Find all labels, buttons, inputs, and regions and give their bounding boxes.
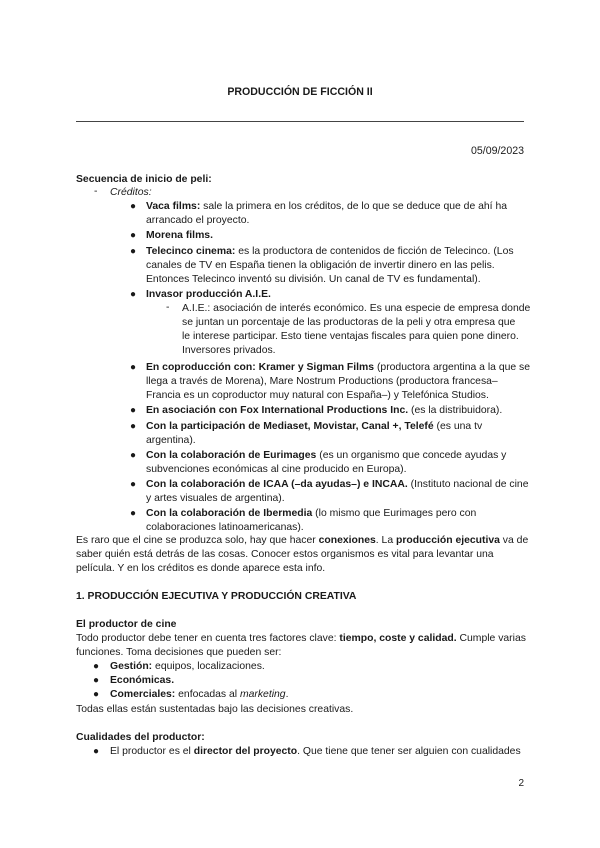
credit-name: Con la colaboración de Eurimages [146,450,317,461]
bullet-icon: ● [130,230,137,241]
bullet-icon: ● [130,479,137,490]
decision-name: Económicas. [110,675,175,686]
credit-name: Morena films. [146,230,213,241]
bullet-icon: ● [130,450,137,461]
credits-label: Créditos: [110,187,152,198]
body-text: Todo productor debe tener en cuenta tres factores clave: [76,633,340,644]
dash-marker: - [94,186,98,197]
credit-desc-cont: y artes visuales de argentina). [146,493,285,504]
para-text: . La [375,535,396,546]
credit-desc: (es la distribuidora). [408,405,503,416]
sub-note: le interese participar. Esto tiene ventajas fiscales para quien pone dinero. [182,331,519,342]
bullet-icon: ● [130,246,137,257]
sub-note: se juntan un porcentaje de las productoras de la peli y otra empresa que [182,317,516,328]
body-line: Todas ellas están sustentadas bajo las decisiones creativas. [76,704,354,715]
credit-name: Con la participación de Mediaset, Movistar, Canal +, Telefé [146,421,434,432]
para-text: Es raro que el cine se produzca solo, hay que hacer [76,535,319,546]
credit-name: En asociación con Fox International Productions Inc. [146,405,409,416]
credit-desc: (es una tv [433,421,483,432]
decision-italic: marketing [239,689,286,700]
intro-heading: Secuencia de inicio de peli: [76,174,212,185]
credit-name: Con la colaboración de Ibermedia [146,508,313,519]
dash-marker: - [166,302,170,313]
credit-desc-cont: colaboraciones latinoamericanas). [146,522,304,533]
credit-desc-cont: llega a través de Morena), Mare Nostrum Productions (productora francesa– [146,376,498,387]
credit-desc-cont: Francia es un coproductor muy natural con España–) y Telefónica Studios. [146,390,489,401]
credit-desc-cont: subvenciones económicas al cine producido en Europa). [146,464,407,475]
credit-desc: (Instituto nacional de cine [407,479,529,490]
decision-name: Comerciales: [110,689,176,700]
credit-item [146,245,514,258]
bullet-icon: ● [93,746,100,757]
sub-heading: Cualidades del productor: [76,732,205,743]
credit-item [146,200,524,213]
credit-desc: (productora argentina a la que se [374,362,531,373]
credit-item [146,361,530,374]
page-number: 2 [518,778,524,789]
section-heading: 1. PRODUCCIÓN EJECUTIVA Y PRODUCCIÓN CREATIVA [76,591,357,602]
intro-paragraph-line: saber quién está detrás de las cosas. Conocer estos organismos es vital para levantar una [76,549,494,560]
credit-name: Telecinco cinema: [146,246,236,257]
quality-item [110,745,521,758]
body-line: funciones. Toma decisiones que pueden ser: [76,647,282,658]
credit-name: En coproducción con: Kramer y Sigman Films [146,362,375,373]
bullet-icon: ● [93,675,100,686]
credit-item [146,507,476,520]
sub-note: Inversores privados. [182,345,276,356]
bullet-icon: ● [130,201,137,212]
para-text: va de [499,535,529,546]
title-rule [76,121,524,122]
credit-desc: sale la primera en los créditos, de lo que se deduce que de ahí ha [200,201,508,212]
quality-bold: director del proyecto [193,746,298,757]
credit-desc-cont: Entonces Telecinco inventó su división. Un canal de TV es fundamental). [146,274,481,285]
decision-name: Gestión: [110,661,153,672]
intro-paragraph-line: película. Y en los créditos es donde aparece esta info. [76,563,326,574]
credit-desc-cont: canales de TV en España tienen la obligación de invertir dinero en las pelis. [146,260,495,271]
credit-item [146,404,502,417]
decision-desc: equipos, localizaciones. [152,661,265,672]
decision-item [110,660,265,673]
credit-item [146,449,506,462]
credit-desc: (es un organismo que concede ayudas y [316,450,507,461]
bullet-icon: ● [130,421,137,432]
para-bold: conexiones [318,535,376,546]
body-line [76,632,526,645]
sub-note: A.I.E.: asociación de interés económico. Es una especie de empresa donde [182,303,531,314]
bullet-icon: ● [130,405,137,416]
body-text: Cumple varias [456,633,526,644]
decision-item [110,688,288,701]
credit-name: Vaca films: [146,201,201,212]
bullet-icon: ● [93,661,100,672]
bullet-icon: ● [130,289,137,300]
body-bold: tiempo, coste y calidad. [339,633,457,644]
credit-desc: es la productora de contenidos de ficción de Telecinco. (Los [235,246,514,257]
bullet-icon: ● [93,689,100,700]
credit-name: Con la colaboración de ICAA (–da ayudas–) e INCAA. [146,479,408,490]
decision-tail: . [285,689,289,700]
bullet-icon: ● [130,508,137,519]
sub-heading: El productor de cine [76,619,177,630]
quality-text: El productor es el [110,746,194,757]
credit-name: Invasor producción A.I.E. [146,289,271,300]
quality-text: . Que tiene que tener ser alguien con cualidades [297,746,521,757]
credit-item [146,478,528,491]
para-bold: producción ejecutiva [395,535,500,546]
document-date: 05/09/2023 [470,145,524,157]
credit-item [146,420,482,433]
credit-desc-cont: argentina). [146,435,196,446]
intro-paragraph [76,534,528,547]
bullet-icon: ● [130,362,137,373]
credit-desc: (lo mismo que Eurimages pero con [312,508,477,519]
credit-desc-cont: arrancado el proyecto. [146,215,250,226]
decision-desc: enfocadas al [175,689,240,700]
page-title: PRODUCCIÓN DE FICCIÓN II [227,86,373,98]
